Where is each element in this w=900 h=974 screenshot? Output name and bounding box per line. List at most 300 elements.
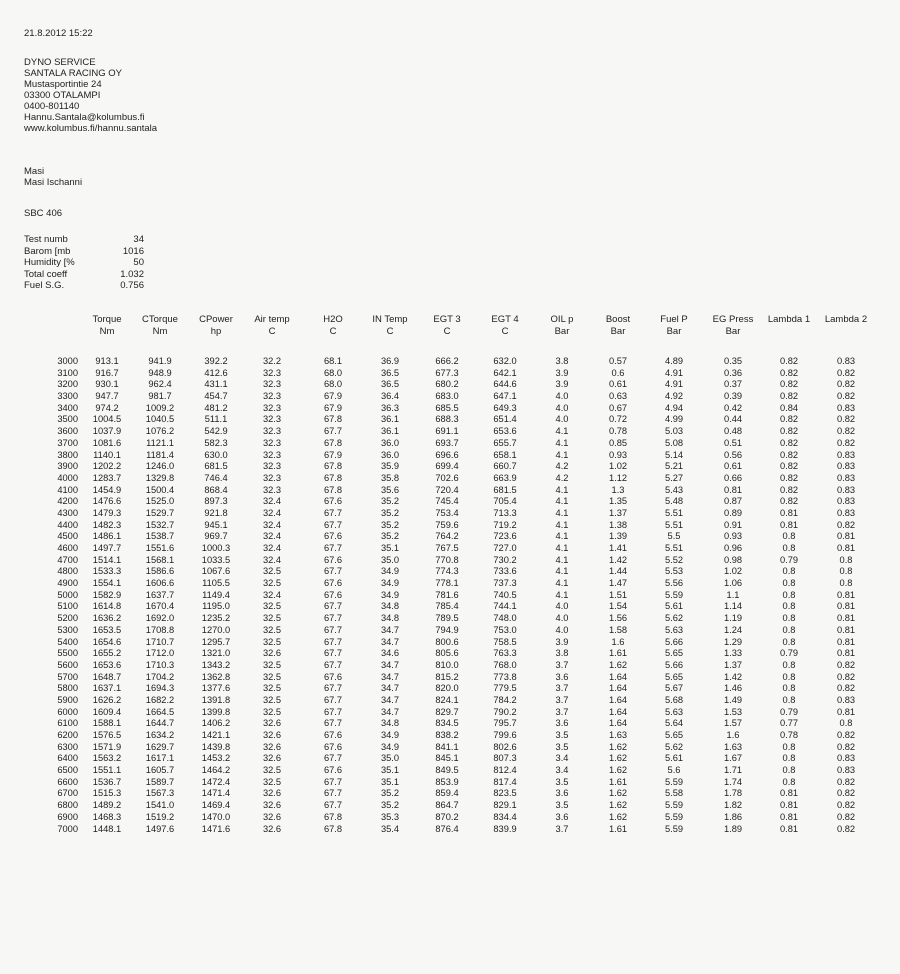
- table-cell: 713.3: [493, 507, 517, 518]
- column-header: [475, 314, 535, 337]
- table-cell: 1515.3: [92, 788, 122, 799]
- column-header: [532, 314, 592, 337]
- rpm-cell: 3100: [57, 367, 78, 378]
- table-cell: 36.4: [380, 391, 400, 402]
- table-cell: 1704.2: [145, 671, 175, 682]
- table-cell: 1.53: [723, 706, 743, 717]
- table-cell: 0.98: [723, 554, 743, 565]
- column-header-unit: C: [443, 325, 451, 337]
- table-cell: 67.7: [323, 800, 343, 811]
- table-cell: 32.6: [262, 823, 282, 834]
- table-cell: 0.82: [779, 437, 799, 448]
- column-header-name: CTorque: [142, 314, 178, 325]
- table-cell: 3.6: [555, 811, 569, 822]
- table-cell: 32.4: [262, 519, 282, 530]
- table-cell: 805.6: [435, 648, 459, 659]
- table-cell: 3.5: [555, 730, 569, 740]
- company-line: Hannu.Santala@kolumbus.fi: [24, 112, 145, 123]
- table-cell: 0.8: [782, 753, 796, 764]
- table-cell: 67.7: [323, 683, 343, 694]
- column-header-unit: C: [386, 325, 394, 337]
- table-cell: 745.4: [435, 496, 459, 507]
- table-cell: 35.1: [380, 765, 400, 776]
- table-cell: 1.02: [723, 566, 743, 577]
- table-cell: 681.5: [493, 484, 517, 495]
- table-cell: 1105.5: [202, 578, 230, 589]
- param-row: [24, 269, 144, 281]
- table-row: [0, 718, 900, 730]
- table-cell: 4.0: [555, 414, 569, 425]
- table-cell: 1.62: [608, 800, 628, 811]
- table-cell: 1270.0: [201, 624, 231, 635]
- table-cell: 67.6: [323, 496, 343, 507]
- table-cell: 1406.2: [201, 718, 231, 729]
- table-row: [0, 695, 900, 707]
- table-cell: 67.7: [323, 543, 343, 553]
- table-cell: 36.1: [380, 414, 400, 425]
- table-cell: 4.1: [555, 578, 569, 589]
- rpm-cell: 4200: [57, 496, 78, 507]
- table-cell: 0.8: [782, 543, 796, 553]
- table-cell: 32.5: [262, 671, 282, 682]
- table-cell: 1655.2: [92, 648, 122, 659]
- table-cell: 1471.4: [201, 788, 231, 799]
- table-cell: 0.8: [782, 624, 796, 635]
- table-cell: 67.7: [323, 507, 343, 518]
- table-cell: 5.5: [667, 531, 681, 542]
- table-cell: 5.68: [664, 694, 684, 705]
- table-cell: 32.4: [262, 507, 282, 518]
- table-cell: 0.82: [779, 426, 799, 437]
- rpm-cell: 5300: [57, 624, 78, 635]
- table-cell: 0.35: [723, 356, 743, 366]
- table-row: [0, 707, 900, 719]
- table-cell: 0.82: [836, 683, 856, 694]
- column-header: [130, 314, 190, 337]
- table-cell: 1586.6: [145, 566, 175, 577]
- table-cell: 815.2: [435, 671, 459, 682]
- table-cell: 1614.8: [92, 601, 122, 612]
- column-header: [703, 314, 763, 337]
- table-cell: 1482.3: [92, 519, 122, 530]
- table-cell: 0.81: [723, 484, 743, 495]
- table-cell: 5.21: [664, 461, 684, 472]
- table-cell: 1.64: [608, 718, 628, 729]
- table-row: [0, 637, 900, 649]
- table-cell: 1471.6: [201, 823, 231, 834]
- table-cell: 651.4: [493, 414, 517, 425]
- table-cell: 853.9: [435, 776, 459, 787]
- column-header: [816, 314, 876, 326]
- param-label: Barom [mb: [24, 245, 71, 257]
- rpm-cell: 3200: [57, 379, 78, 390]
- rpm-cell: 6000: [57, 706, 78, 717]
- rpm-cell: 5800: [57, 683, 78, 694]
- table-cell: 3.7: [555, 683, 569, 694]
- table-cell: 392.2: [204, 356, 228, 366]
- table-cell: 1181.4: [146, 449, 174, 460]
- table-cell: 36.3: [380, 402, 400, 413]
- param-label: Total coeff: [24, 268, 68, 280]
- table-cell: 4.2: [555, 461, 569, 472]
- table-cell: 1.38: [608, 519, 628, 530]
- table-cell: 1.24: [723, 624, 743, 635]
- table-cell: 758.5: [493, 636, 517, 647]
- param-value: 0.756: [120, 280, 144, 292]
- table-row: [0, 683, 900, 695]
- table-cell: 5.65: [664, 648, 684, 659]
- table-cell: 696.6: [435, 449, 459, 460]
- table-cell: 767.5: [435, 543, 459, 553]
- table-cell: 1486.1: [92, 531, 122, 542]
- table-cell: 1081.6: [92, 437, 122, 448]
- table-cell: 35.2: [380, 800, 400, 811]
- table-cell: 67.6: [323, 578, 343, 589]
- table-cell: 67.8: [323, 437, 343, 448]
- table-cell: 36.5: [380, 367, 400, 378]
- table-cell: 1.49: [723, 694, 743, 705]
- rpm-cell: 5600: [57, 659, 78, 670]
- column-header-unit: Bar: [666, 325, 682, 337]
- table-cell: 0.42: [723, 402, 743, 413]
- table-cell: 32.5: [262, 566, 282, 577]
- table-cell: 3.6: [555, 671, 569, 682]
- table-cell: 32.3: [262, 472, 282, 483]
- table-cell: 810.0: [435, 659, 459, 670]
- table-cell: 67.7: [323, 426, 343, 437]
- table-cell: 0.83: [836, 765, 856, 776]
- table-cell: 0.82: [836, 367, 856, 378]
- table-row: [0, 660, 900, 672]
- table-cell: 759.6: [435, 519, 459, 530]
- table-cell: 962.4: [148, 379, 172, 390]
- table-cell: 0.83: [836, 507, 856, 518]
- table-row: [0, 672, 900, 684]
- table-cell: 3.8: [555, 356, 569, 366]
- company-line: 0400-801140: [24, 101, 80, 112]
- table-cell: 34.6: [380, 648, 400, 659]
- table-cell: 699.4: [435, 461, 459, 472]
- table-cell: 1448.1: [92, 823, 122, 834]
- table-cell: 1.39: [608, 531, 628, 542]
- table-cell: 5.61: [664, 753, 684, 764]
- table-cell: 1009.2: [145, 402, 175, 413]
- table-cell: 32.5: [262, 776, 282, 787]
- table-cell: 32.5: [262, 578, 282, 589]
- table-cell: 1321.0: [201, 648, 231, 659]
- table-row: [0, 566, 900, 578]
- column-header-unit: C: [329, 325, 337, 337]
- table-cell: 981.7: [148, 391, 172, 402]
- table-cell: 1617.1: [145, 753, 175, 764]
- table-cell: 784.2: [493, 694, 517, 705]
- table-cell: 789.5: [435, 613, 459, 624]
- rpm-cell: 6800: [57, 800, 78, 811]
- table-cell: 511.1: [204, 414, 228, 425]
- param-label: Fuel S.G.: [24, 280, 65, 292]
- column-header-name: Air temp: [254, 314, 290, 325]
- table-cell: 1.62: [608, 811, 628, 822]
- table-cell: 693.7: [435, 437, 459, 448]
- table-cell: 737.3: [493, 578, 517, 589]
- table-cell: 1.62: [608, 659, 628, 670]
- column-header: [417, 314, 477, 337]
- table-cell: 67.6: [323, 765, 343, 776]
- table-cell: 1.58: [608, 624, 628, 635]
- table-cell: 67.7: [323, 601, 343, 612]
- table-cell: 5.53: [664, 566, 684, 577]
- table-cell: 5.66: [664, 636, 684, 647]
- table-cell: 5.51: [664, 519, 684, 530]
- column-header-name: CPower: [199, 314, 233, 325]
- column-header-unit: hp: [210, 325, 222, 337]
- param-value: 1.032: [120, 268, 144, 280]
- table-cell: 764.2: [435, 531, 459, 542]
- column-header-name: Lambda 1: [767, 314, 811, 325]
- table-cell: 0.39: [723, 391, 743, 402]
- table-cell: 32.5: [262, 694, 282, 705]
- table-cell: 1.78: [723, 788, 743, 799]
- table-cell: 790.2: [493, 706, 517, 717]
- table-cell: 1235.2: [201, 613, 231, 624]
- table-cell: 0.81: [836, 589, 856, 600]
- table-cell: 864.7: [435, 800, 459, 811]
- table-cell: 3.8: [555, 648, 569, 659]
- table-row: [0, 555, 900, 567]
- table-cell: 800.6: [435, 636, 459, 647]
- table-cell: 740.5: [493, 589, 517, 600]
- table-cell: 1000.3: [201, 543, 231, 553]
- table-cell: 0.8: [782, 741, 796, 752]
- table-cell: 1551.1: [92, 765, 122, 776]
- table-cell: 0.8: [839, 578, 853, 589]
- table-cell: 0.81: [836, 601, 856, 612]
- table-cell: 5.63: [664, 624, 684, 635]
- table-cell: 647.1: [493, 391, 517, 402]
- table-cell: 1.37: [608, 507, 628, 518]
- table-cell: 1.64: [608, 671, 628, 682]
- column-header: [644, 314, 704, 337]
- table-cell: 0.82: [836, 730, 856, 740]
- table-cell: 5.65: [664, 671, 684, 682]
- table-cell: 0.81: [836, 624, 856, 635]
- table-cell: 67.8: [323, 461, 343, 472]
- table-cell: 35.3: [380, 811, 400, 822]
- rpm-cell: 3300: [57, 391, 78, 402]
- table-cell: 1567.3: [145, 788, 175, 799]
- table-cell: 1149.4: [202, 589, 230, 600]
- table-cell: 67.9: [323, 402, 343, 413]
- table-cell: 0.77: [779, 718, 799, 729]
- table-cell: 921.8: [204, 507, 228, 518]
- table-cell: 829.7: [435, 706, 459, 717]
- table-row: [0, 450, 900, 462]
- table-cell: 32.5: [262, 613, 282, 624]
- table-cell: 0.67: [608, 402, 628, 413]
- table-cell: 35.1: [380, 776, 400, 787]
- table-cell: 1636.2: [92, 613, 122, 624]
- column-header-name: EGT 3: [433, 314, 461, 325]
- column-header-name: EG Press: [712, 314, 754, 325]
- rpm-cell: 7000: [57, 823, 78, 834]
- table-cell: 677.3: [435, 367, 459, 378]
- table-cell: 897.3: [204, 496, 228, 507]
- table-cell: 32.3: [262, 461, 282, 472]
- table-cell: 67.7: [323, 624, 343, 635]
- table-cell: 941.9: [148, 356, 172, 366]
- table-cell: 5.62: [664, 613, 684, 624]
- table-cell: 1.51: [608, 589, 628, 600]
- table-cell: 5.59: [664, 776, 684, 787]
- table-cell: 0.81: [836, 613, 856, 624]
- table-cell: 870.2: [435, 811, 459, 822]
- company-line: Mustasportintie 24: [24, 79, 102, 90]
- table-cell: 768.0: [493, 659, 517, 670]
- table-cell: 4.1: [555, 437, 569, 448]
- column-header-name: H2O: [323, 314, 343, 325]
- rpm-cell: 4700: [57, 554, 78, 565]
- table-row: [0, 590, 900, 602]
- table-cell: 1.64: [608, 683, 628, 694]
- table-cell: 0.82: [836, 437, 856, 448]
- column-header-unit: Nm: [152, 325, 168, 337]
- table-cell: 36.5: [380, 379, 400, 390]
- table-row: [0, 648, 900, 660]
- table-row: [0, 730, 900, 742]
- table-cell: 1283.7: [92, 472, 122, 483]
- column-header: [360, 314, 420, 337]
- table-cell: 4.0: [555, 624, 569, 635]
- table-cell: 34.8: [380, 601, 400, 612]
- table-cell: 34.7: [380, 624, 400, 635]
- table-cell: 655.7: [493, 437, 517, 448]
- customer-line: Masi: [24, 166, 45, 177]
- table-cell: 859.4: [435, 788, 459, 799]
- table-cell: 5.67: [664, 683, 684, 694]
- table-cell: 688.3: [435, 414, 459, 425]
- table-row: [0, 812, 900, 824]
- table-cell: 0.82: [779, 391, 799, 402]
- table-cell: 0.82: [836, 823, 856, 834]
- table-cell: 0.85: [608, 437, 628, 448]
- table-cell: 0.83: [836, 449, 856, 460]
- table-cell: 0.8: [782, 765, 796, 776]
- table-cell: 0.78: [779, 730, 799, 740]
- table-cell: 5.59: [664, 589, 684, 600]
- rpm-cell: 6300: [57, 741, 78, 752]
- table-cell: 1554.1: [92, 578, 122, 589]
- table-cell: 3.7: [555, 823, 569, 834]
- table-cell: 1033.5: [201, 554, 231, 565]
- column-header-unit: Bar: [725, 325, 741, 337]
- table-cell: 1644.7: [145, 718, 175, 729]
- table-cell: 0.61: [723, 461, 743, 472]
- table-cell: 32.2: [262, 356, 282, 366]
- table-cell: 0.79: [779, 706, 799, 717]
- table-cell: 67.6: [323, 741, 343, 752]
- table-cell: 32.6: [262, 718, 282, 729]
- table-cell: 0.91: [723, 519, 743, 530]
- table-cell: 32.6: [262, 753, 282, 764]
- table-cell: 824.1: [435, 694, 459, 705]
- table-cell: 1076.2: [145, 426, 175, 437]
- table-cell: 5.52: [664, 554, 684, 565]
- table-cell: 644.6: [493, 379, 517, 390]
- table-cell: 1533.3: [92, 566, 122, 577]
- table-cell: 0.82: [836, 811, 856, 822]
- table-cell: 34.9: [380, 566, 400, 577]
- table-cell: 0.82: [836, 776, 856, 787]
- table-cell: 32.6: [262, 730, 282, 740]
- table-cell: 35.0: [380, 554, 400, 565]
- table-cell: 0.66: [723, 472, 743, 483]
- table-cell: 680.2: [435, 379, 459, 390]
- timestamp: 21.8.2012 15:22: [24, 28, 93, 39]
- table-cell: 1.63: [723, 741, 743, 752]
- table-cell: 4.94: [664, 402, 684, 413]
- table-cell: 1004.5: [92, 414, 122, 425]
- table-cell: 823.5: [493, 788, 517, 799]
- table-cell: 0.82: [836, 426, 856, 437]
- table-cell: 0.37: [723, 379, 743, 390]
- column-header-name: Lambda 2: [824, 314, 868, 325]
- table-cell: 3.7: [555, 694, 569, 705]
- table-cell: 969.7: [204, 531, 228, 542]
- table-cell: 0.8: [782, 589, 796, 600]
- table-cell: 0.8: [782, 671, 796, 682]
- table-cell: 0.36: [723, 367, 743, 378]
- table-cell: 4.1: [555, 484, 569, 495]
- table-cell: 1.64: [608, 694, 628, 705]
- table-cell: 1629.7: [145, 741, 175, 752]
- table-cell: 774.3: [435, 566, 459, 577]
- table-cell: 4.99: [664, 414, 684, 425]
- table-cell: 1497.6: [145, 823, 175, 834]
- table-cell: 5.51: [664, 507, 684, 518]
- table-cell: 773.8: [493, 671, 517, 682]
- table-cell: 5.56: [664, 578, 684, 589]
- table-cell: 5.65: [664, 730, 684, 740]
- table-cell: 0.79: [779, 554, 799, 565]
- column-header: [77, 314, 137, 337]
- table-cell: 849.5: [435, 765, 459, 776]
- table-cell: 32.3: [262, 379, 282, 390]
- table-cell: 3.5: [555, 800, 569, 811]
- table-cell: 4.1: [555, 507, 569, 518]
- table-cell: 4.1: [555, 543, 569, 553]
- table-row: [0, 578, 900, 590]
- table-cell: 1067.6: [201, 566, 231, 577]
- rpm-cell: 6400: [57, 753, 78, 764]
- table-cell: 32.5: [262, 636, 282, 647]
- table-cell: 1.42: [723, 671, 743, 682]
- table-cell: 34.9: [380, 730, 400, 740]
- table-cell: 0.89: [723, 507, 743, 518]
- table-cell: 0.8: [839, 566, 853, 577]
- company-line: SANTALA RACING OY: [24, 68, 123, 79]
- rpm-cell: 3000: [57, 356, 78, 366]
- table-cell: 799.6: [493, 730, 517, 740]
- table-row: [0, 765, 900, 777]
- table-cell: 779.5: [493, 683, 517, 694]
- table-cell: 34.7: [380, 683, 400, 694]
- table-cell: 35.0: [380, 753, 400, 764]
- table-cell: 5.03: [664, 426, 684, 437]
- table-cell: 1329.8: [145, 472, 175, 483]
- table-cell: 34.9: [380, 578, 400, 589]
- table-cell: 1626.2: [92, 694, 122, 705]
- table-cell: 642.1: [493, 367, 517, 378]
